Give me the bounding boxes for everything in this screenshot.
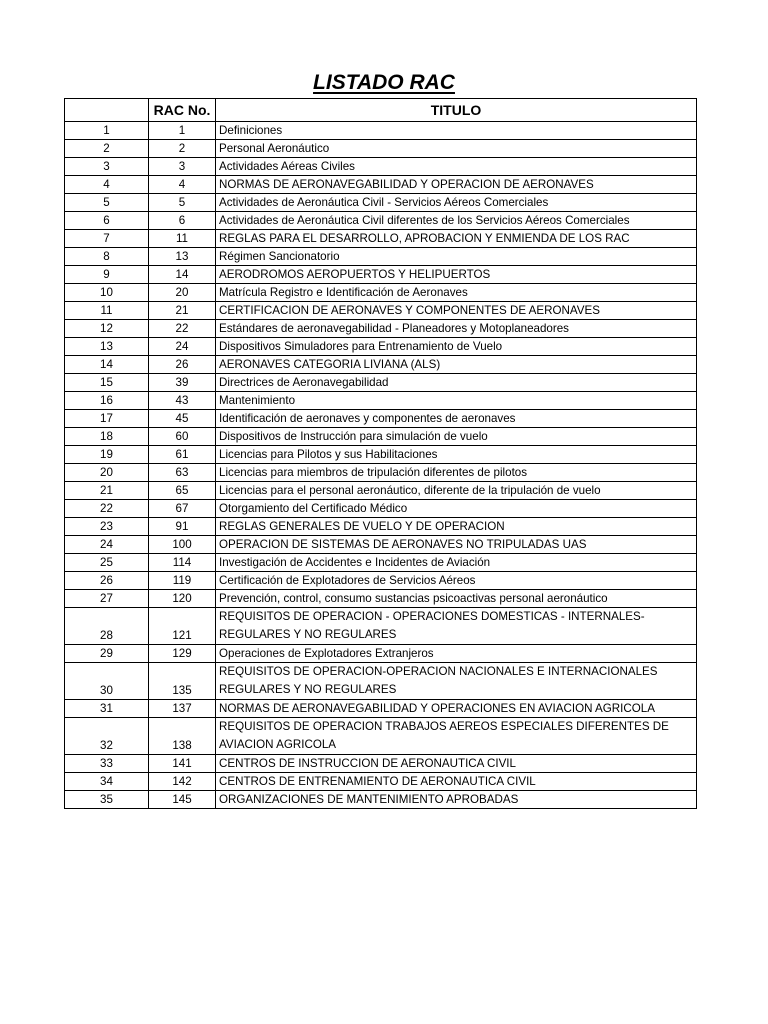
table-row [65, 428, 697, 446]
rac-title: Estándares de aeronavegabilidad - Planeadores y Motoplaneadores [216, 320, 697, 338]
rac-title: NORMAS DE AERONAVEGABILIDAD Y OPERACIONES EN AVIACION AGRICOLA [216, 700, 697, 718]
row-number: 24 [65, 536, 149, 554]
rac-title: Régimen Sancionatorio [216, 248, 697, 266]
rac-number: 39 [149, 374, 216, 392]
row-number: 32 [65, 718, 149, 755]
table-row [65, 536, 697, 554]
table-row [65, 482, 697, 500]
rac-number: 135 [149, 663, 216, 700]
row-number: 16 [65, 392, 149, 410]
header-rac-no: RAC No. [149, 99, 216, 122]
table-row [65, 590, 697, 608]
rac-number: 91 [149, 518, 216, 536]
table-row [65, 410, 697, 428]
row-number: 5 [65, 194, 149, 212]
rac-number: 137 [149, 700, 216, 718]
header-titulo: TITULO [216, 99, 697, 122]
rac-number: 14 [149, 266, 216, 284]
rac-title: Dispositivos de Instrucción para simulación de vuelo [216, 428, 697, 446]
rac-title: Licencias para miembros de tripulación diferentes de pilotos [216, 464, 697, 482]
rac-title: Actividades Aéreas Civiles [216, 158, 697, 176]
rac-number: 45 [149, 410, 216, 428]
table-row [65, 718, 697, 755]
table-row [65, 791, 697, 809]
rac-number: 141 [149, 755, 216, 773]
row-number: 29 [65, 645, 149, 663]
table-row [65, 140, 697, 158]
rac-number: 120 [149, 590, 216, 608]
rac-title: CENTROS DE INSTRUCCION DE AERONAUTICA CIVIL [216, 755, 697, 773]
table-row [65, 554, 697, 572]
row-number: 1 [65, 122, 149, 140]
rac-title: Definiciones [216, 122, 697, 140]
rac-number: 6 [149, 212, 216, 230]
rac-title: CERTIFICACION DE AERONAVES Y COMPONENTES DE AERONAVES [216, 302, 697, 320]
table-row [65, 663, 697, 700]
rac-number: 2 [149, 140, 216, 158]
table-row [65, 248, 697, 266]
table-row [65, 176, 697, 194]
row-number: 20 [65, 464, 149, 482]
row-number: 3 [65, 158, 149, 176]
rac-number: 26 [149, 356, 216, 374]
rac-title: Investigación de Accidentes e Incidentes de Aviación [216, 554, 697, 572]
rac-number: 5 [149, 194, 216, 212]
row-number: 28 [65, 608, 149, 645]
rac-title: Actividades de Aeronáutica Civil diferentes de los Servicios Aéreos Comerciales [216, 212, 697, 230]
table-row [65, 230, 697, 248]
row-number: 25 [65, 554, 149, 572]
row-number: 2 [65, 140, 149, 158]
table-row [65, 320, 697, 338]
rac-number: 13 [149, 248, 216, 266]
rac-number: 63 [149, 464, 216, 482]
rac-title-line-2: REGULARES Y NO REGULARES [219, 683, 397, 696]
rac-title: AERODROMOS AEROPUERTOS Y HELIPUERTOS [216, 266, 697, 284]
row-number: 31 [65, 700, 149, 718]
rac-number: 24 [149, 338, 216, 356]
row-number: 10 [65, 284, 149, 302]
row-number: 30 [65, 663, 149, 700]
rac-title: REGLAS PARA EL DESARROLLO, APROBACION Y ENMIENDA DE LOS RAC [216, 230, 697, 248]
row-number: 21 [65, 482, 149, 500]
rac-title: Operaciones de Explotadores Extranjeros [216, 645, 697, 663]
rac-title-line-2: REGULARES Y NO REGULARES [219, 628, 397, 641]
rac-number: 4 [149, 176, 216, 194]
table-row [65, 392, 697, 410]
table-row [65, 700, 697, 718]
row-number: 8 [65, 248, 149, 266]
table-row [65, 645, 697, 663]
rac-title-line-1: REQUISITOS DE OPERACION - OPERACIONES DOMESTICAS - INTERNALES- [219, 610, 645, 623]
rac-number: 121 [149, 608, 216, 645]
row-number: 6 [65, 212, 149, 230]
row-number: 13 [65, 338, 149, 356]
row-number: 26 [65, 572, 149, 590]
row-number: 12 [65, 320, 149, 338]
table-row [65, 464, 697, 482]
row-number: 27 [65, 590, 149, 608]
rac-title [216, 718, 697, 755]
table-body [65, 122, 697, 809]
rac-title: Licencias para Pilotos y sus Habilitaciones [216, 446, 697, 464]
table-row [65, 374, 697, 392]
table-row [65, 356, 697, 374]
rac-title: ORGANIZACIONES DE MANTENIMIENTO APROBADAS [216, 791, 697, 809]
table-row [65, 608, 697, 645]
rac-title: OPERACION DE SISTEMAS DE AERONAVES NO TRIPULADAS UAS [216, 536, 697, 554]
rac-number: 100 [149, 536, 216, 554]
rac-number: 145 [149, 791, 216, 809]
rac-number: 43 [149, 392, 216, 410]
table-row [65, 446, 697, 464]
rac-title: Dispositivos Simuladores para Entrenamiento de Vuelo [216, 338, 697, 356]
row-number: 35 [65, 791, 149, 809]
rac-title [216, 663, 697, 700]
rac-number: 11 [149, 230, 216, 248]
rac-number: 60 [149, 428, 216, 446]
rac-number: 21 [149, 302, 216, 320]
rac-number: 67 [149, 500, 216, 518]
row-number: 7 [65, 230, 149, 248]
row-number: 23 [65, 518, 149, 536]
rac-number: 142 [149, 773, 216, 791]
table-row [65, 122, 697, 140]
row-number: 17 [65, 410, 149, 428]
rac-number: 65 [149, 482, 216, 500]
table-row [65, 572, 697, 590]
table-row [65, 518, 697, 536]
row-number: 33 [65, 755, 149, 773]
rac-title: Personal Aeronáutico [216, 140, 697, 158]
rac-title: Directrices de Aeronavegabilidad [216, 374, 697, 392]
rac-number: 129 [149, 645, 216, 663]
table-row [65, 266, 697, 284]
rac-number: 3 [149, 158, 216, 176]
table-row [65, 755, 697, 773]
row-number: 4 [65, 176, 149, 194]
row-number: 22 [65, 500, 149, 518]
rac-title-line-2: AVIACION AGRICOLA [219, 738, 337, 751]
rac-number: 119 [149, 572, 216, 590]
rac-title: REGLAS GENERALES DE VUELO Y DE OPERACION [216, 518, 697, 536]
header-num [65, 99, 149, 122]
table-row [65, 194, 697, 212]
rac-title: Licencias para el personal aeronáutico, diferente de la tripulación de vuelo [216, 482, 697, 500]
table-row [65, 284, 697, 302]
rac-title: Actividades de Aeronáutica Civil - Servicios Aéreos Comerciales [216, 194, 697, 212]
rac-title: NORMAS DE AERONAVEGABILIDAD Y OPERACION DE AERONAVES [216, 176, 697, 194]
table-row [65, 212, 697, 230]
row-number: 18 [65, 428, 149, 446]
rac-title: CENTROS DE ENTRENAMIENTO DE AERONAUTICA CIVIL [216, 773, 697, 791]
rac-title: Matrícula Registro e Identificación de Aeronaves [216, 284, 697, 302]
rac-title [216, 608, 697, 645]
rac-title: Otorgamiento del Certificado Médico [216, 500, 697, 518]
rac-number: 61 [149, 446, 216, 464]
rac-title: Certificación de Explotadores de Servicios Aéreos [216, 572, 697, 590]
rac-number: 22 [149, 320, 216, 338]
row-number: 34 [65, 773, 149, 791]
rac-table [64, 98, 697, 809]
rac-title: Mantenimiento [216, 392, 697, 410]
rac-title-line-1: REQUISITOS DE OPERACION-OPERACION NACIONALES E INTERNACIONALES [219, 665, 658, 678]
rac-number: 114 [149, 554, 216, 572]
table-row [65, 773, 697, 791]
row-number: 9 [65, 266, 149, 284]
rac-title: Identificación de aeronaves y componentes de aeronaves [216, 410, 697, 428]
table-row [65, 302, 697, 320]
rac-title: Prevención, control, consumo sustancias psicoactivas personal aeronáutico [216, 590, 697, 608]
rac-number: 138 [149, 718, 216, 755]
rac-title-line-1: REQUISITOS DE OPERACION TRABAJOS AEREOS ESPECIALES DIFERENTES DE [219, 720, 669, 733]
row-number: 19 [65, 446, 149, 464]
row-number: 15 [65, 374, 149, 392]
row-number: 14 [65, 356, 149, 374]
rac-number: 1 [149, 122, 216, 140]
table-row [65, 500, 697, 518]
row-number: 11 [65, 302, 149, 320]
rac-number: 20 [149, 284, 216, 302]
table-header-row [65, 99, 697, 122]
document-title [0, 70, 768, 96]
table-row [65, 338, 697, 356]
rac-title: AERONAVES CATEGORIA LIVIANA (ALS) [216, 356, 697, 374]
document-title-text: LISTADO RAC [313, 71, 455, 94]
table-row [65, 158, 697, 176]
